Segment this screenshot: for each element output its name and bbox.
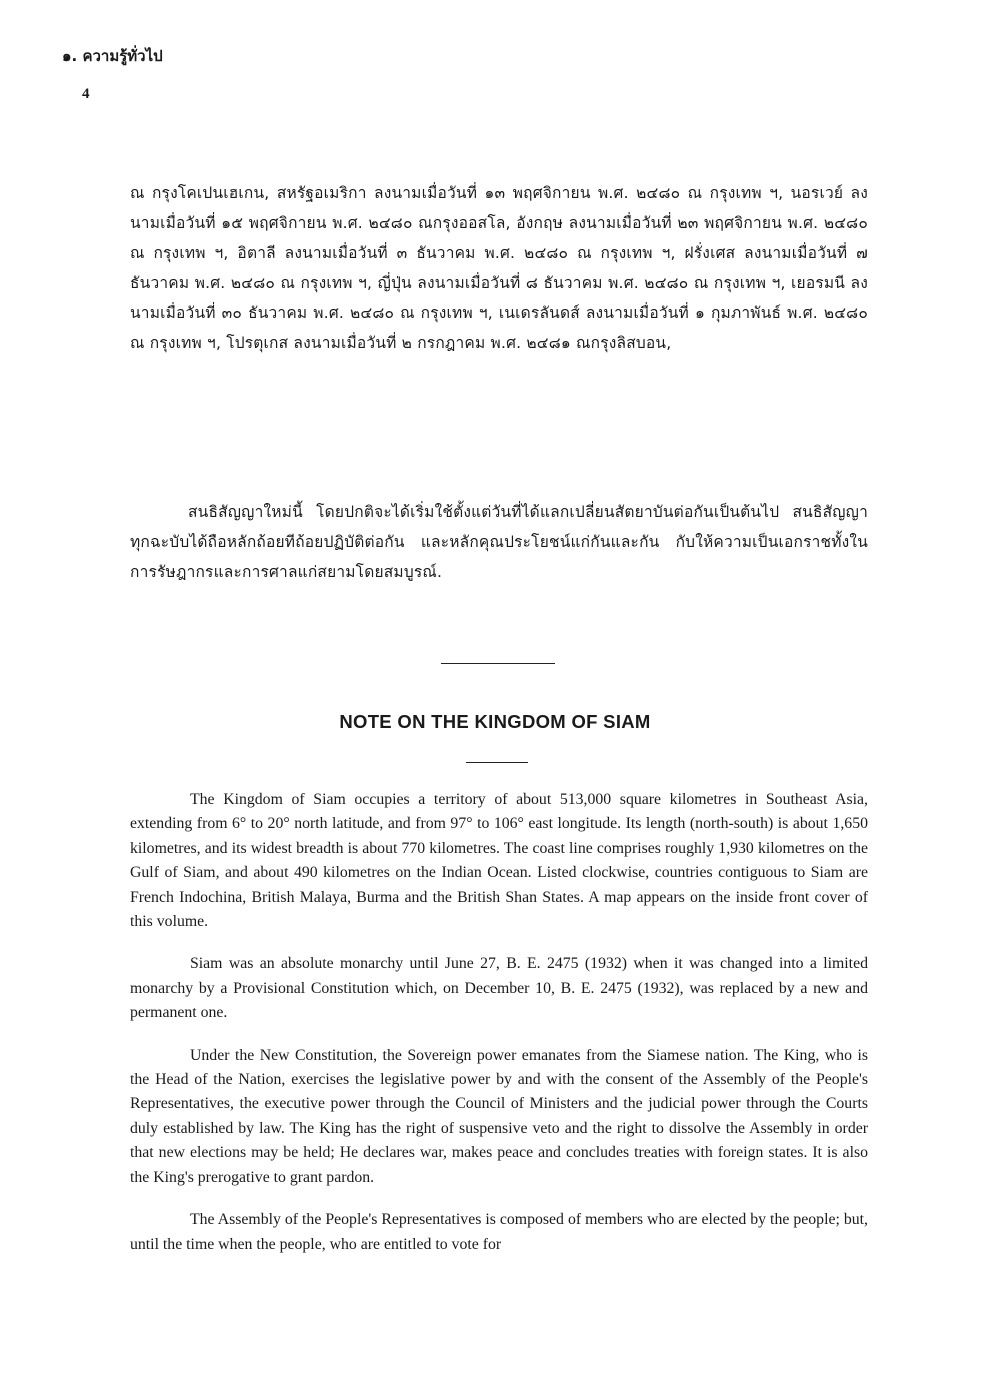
english-paragraph-monarchy: Siam was an absolute monarchy until June 27, B. E. 2475 (1932) when it was changed into a limited monarchy by a Provisional Constitution which, on December 10, B. E. 2475 (1932), was replaced by a new and permanent one. [130, 955, 868, 1022]
thai-paragraph-new-treaties: สนธิสัญญาใหม่นี้ โดยปกติจะได้เริ่มใช้ตั้งแต่วันที่ได้แลกเปลี่ยนสัตยาบันต่อกันเป็นต้นไป สนธิสัญญาทุกฉะบับได้ถือหลักถ้อยทีถ้อยปฏิบัติต่อกัน และหลักคุณประโยชน์แก่กันและกัน กับให้ความเป็นเอกราชทั้งในการรัษฎากรและการศาลแก่สยามโดยสมบูรณ์. [130, 503, 868, 581]
running-header: ๑. ความรู้ทั่วไป [62, 47, 163, 65]
thai-text-block-2 [130, 497, 868, 587]
english-paragraph-constitution: Under the New Constitution, the Sovereign power emanates from the Siamese nation. The King, who is the Head of the Nation, exercises the legislative power by and with the consent of the Assembly of the People's Representatives, the executive power through the Council of Ministers and the judicial power through the Courts duly established by law. The King has the right of suspensive veto and the right to dissolve the Assembly in order that new elections may be held; He declares war, makes peace and concludes treaties with foreign states. It is also the King's prerogative to grant pardon. [130, 1046, 868, 1186]
english-paragraph-assembly: The Assembly of the People's Representatives is composed of members who are elected by the people; but, until the time when the people, who are entitled to vote for [130, 1211, 868, 1253]
thai-paragraph-treaty-signings: ณ กรุงโคเปนเฮเกน, สหรัฐอเมริกา ลงนามเมื่อวันที่ ๑๓ พฤศจิกายน พ.ศ. ๒๔๘๐ ณ กรุงเทพ ฯ, นอรเวย์ ลงนามเมื่อวันที่ ๑๕ พฤศจิกายน พ.ศ. ๒๔๘๐ ณกรุงออสโล, อังกฤษ ลงนามเมื่อวันที่ ๒๓ พฤศจิกายน พ.ศ. ๒๔๘๐ ณ กรุงเทพ ฯ, อิตาลี ลงนามเมื่อวันที่ ๓ ธันวาคม พ.ศ. ๒๔๘๐ ณ กรุงเทพ ฯ, ฝรั่งเศส ลงนามเมื่อวันที่ ๗ ธันวาคม พ.ศ. ๒๔๘๐ ณ กรุงเทพ ฯ, ญี่ปุ่น ลงนามเมื่อวันที่ ๘ ธันวาคม พ.ศ. ๒๔๘๐ ณ กรุงเทพ ฯ, เยอรมนี ลงนามเมื่อวันที่ ๓๐ ธันวาคม พ.ศ. ๒๔๘๐ ณ กรุงเทพ ฯ, เนเดรลันดส์ ลงนามเมื่อวันที่ ๑ กุมภาพันธ์ พ.ศ. ๒๔๘๐ ณ กรุงเทพ ฯ, โปรตุเกส ลงนามเมื่อวันที่ ๒ กรกฎาคม พ.ศ. ๒๔๘๑ ณกรุงลิสบอน, [130, 184, 868, 352]
page-number: 4 [82, 86, 90, 102]
section-divider-top [441, 663, 555, 664]
thai-text-block-1 [130, 178, 868, 358]
section-divider-bottom [466, 762, 528, 763]
english-paragraph-territory: The Kingdom of Siam occupies a territory of about 513,000 square kilometres in Southeast Asia, extending from 6° to 20° north latitude, and from 97° to 106° east longitude. Its length (north-south) is about 1,650 kilometres, and its widest breadth is about 770 kilometres. The coast line comprises roughly 1,930 kilometres on the Gulf of Siam, and about 490 kilometres on the Indian Ocean. Listed clockwise, countries contiguous to Siam are French Indochina, British Malaya, Burma and the British Shan States. A map appears on the inside front cover of this volume. [130, 791, 868, 931]
english-text-block [130, 788, 868, 1275]
section-title: NOTE ON THE KINGDOM OF SIAM [339, 711, 651, 732]
